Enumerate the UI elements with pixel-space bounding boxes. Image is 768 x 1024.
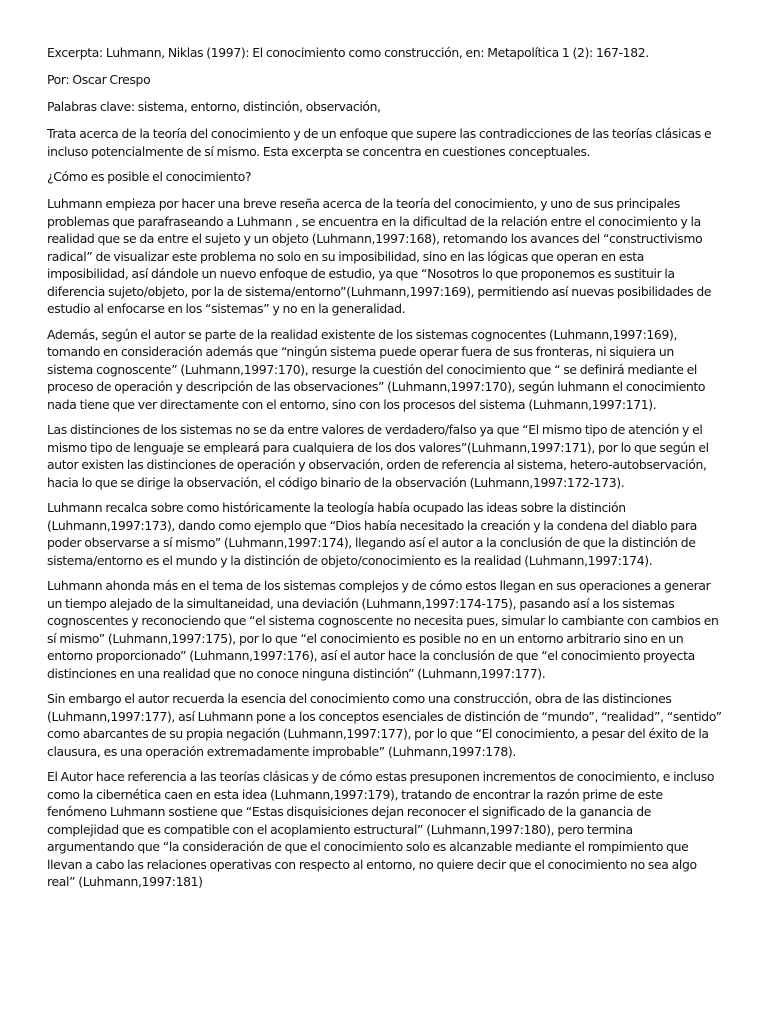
body-paragraph: El Autor hace referencia a las teorías clásicas y de cómo estas presuponen incrementos de conocimiento, e incluso como la cibernética caen en esta idea (Luhmann,1997:179), tratando de encontrar la razón prime de este fenómeno Luhmann sostiene que “Estas disquisiciones dejan reconocer el significado de la ganancia de complejidad que es compatible con el acoplamiento estructural” (Luhmann,1997:180), pero termina argumentando que “la consideración de que el conocimiento solo es alcanzable mediante el rompimiento que llevan a cabo las relaciones operativas con respecto al entorno, no quiere decir que el conocimiento no sea algo real” (Luhmann,1997:181) bbox=[47, 769, 715, 889]
body-paragraph: Las distinciones de los sistemas no se da entre valores de verdadero/falso ya que “El mismo tipo de atención y el mismo tipo de lenguaje se empleará para cualquiera de los dos valores”(Luhmann,1997:171), por lo que según el autor existen las distinciones de operación y observación, orden de referencia al sistema, hetero-autobservación, hacia lo que se dirige la observación, el código binario de la observación (Luhmann,1997:172-173). bbox=[47, 422, 709, 490]
body-paragraph: Sin embargo el autor recuerda la esencia del conocimiento como una construcción, obra de las distinciones (Luhmann,1997:177), así Luhmann pone a los conceptos esenciales de distinción de “mundo”, “realidad”, “sentido” como abarcantes de su propia negación (Luhmann,1997:177), por lo que “El conocimiento, a pesar del éxito de la clausura, es una operación extremadamente improbable” (Luhmann,1997:178). bbox=[47, 691, 722, 759]
body-paragraph: Luhmann recalca sobre como históricamente la teología había ocupado las ideas sobre la distinción (Luhmann,1997:173), dando como ejemplo que “Dios había necesitado la creación y la condena del diablo para poder observarse a sí mismo” (Luhmann,1997:174), llegando así el autor a la conclusión de que la distinción de sistema/entorno es el mundo y la distinción de objeto/conocimiento es la realidad (Luhmann,1997:174). bbox=[47, 500, 698, 568]
summary-paragraph: Trata acerca de la teoría del conocimiento y de un enfoque que supere las contradicciones de las teorías clásicas e incluso potencialmente de sí mismo. Esta excerpta se concentra en cuestiones conceptuales. bbox=[47, 126, 712, 159]
excerpt-reference: Excerpta: Luhmann, Niklas (1997): El conocimiento como construcción, en: Metapolítica 1 (2): 167-182. bbox=[47, 45, 649, 60]
section-question: ¿Cómo es posible el conocimiento? bbox=[47, 169, 252, 184]
body-paragraph: Luhmann empieza por hacer una breve reseña acerca de la teoría del conocimiento, y uno de sus principales problemas que parafraseando a Luhmann , se encuentra en la dificultad de la relación entre el conocimiento y la realidad que se da entre el sujeto y un objeto (Luhmann,1997:168), retomando los avances del “constructivismo radical” de visualizar este problema no solo en su imposibilidad, sino en las lógicas que operan en esta imposibilidad, así dándole un nuevo enfoque de estudio, ya que “Nosotros lo que proponemos es sustituir la diferencia sujeto/objeto, por la de sistema/entorno”(Luhmann,1997:169), permitiendo así nuevas posibilidades de estudio al enfocarse en los “sistemas” y no en la generalidad. bbox=[47, 196, 712, 316]
body-paragraph: Además, según el autor se parte de la realidad existente de los sistemas cognocentes (Luhmann,1997:169), tomando en consideración además que “ningún sistema puede operar fuera de sus fronteras, ni siquiera un sistema cognoscente” (Luhmann,1997:170), resurge la cuestión del conocimiento que “ se definirá mediante el proceso de operación y descripción de las observaciones” (Luhmann,1997:170), según luhmann el conocimiento nada tiene que ver directamente con el entorno, sino con los procesos del sistema (Luhmann,1997:171). bbox=[47, 326, 706, 412]
body-paragraph: Luhmann ahonda más en el tema de los sistemas complejos y de cómo estos llegan en sus operaciones a generar un tiempo alejado de la simultaneidad, una deviación (Luhmann,1997:174-175), pasando así a los sistemas cognoscentes y reconociendo que “el sistema cognoscente no necesita pues, simular lo cambiante con cambios en sí mismo” (Luhmann,1997:175), por lo que “el conocimiento es posible no en un entorno arbitrario sino en un entorno proporcionado” (Luhmann,1997:176), así el autor hace la conclusión de que “el conocimiento proyecta distinciones en una realidad que no conoce ninguna distinción” (Luhmann,1997:177). bbox=[47, 578, 719, 681]
keywords-line: Palabras clave: sistema, entorno, distinción, observación, bbox=[47, 99, 381, 114]
author-line: Por: Oscar Crespo bbox=[47, 72, 151, 87]
